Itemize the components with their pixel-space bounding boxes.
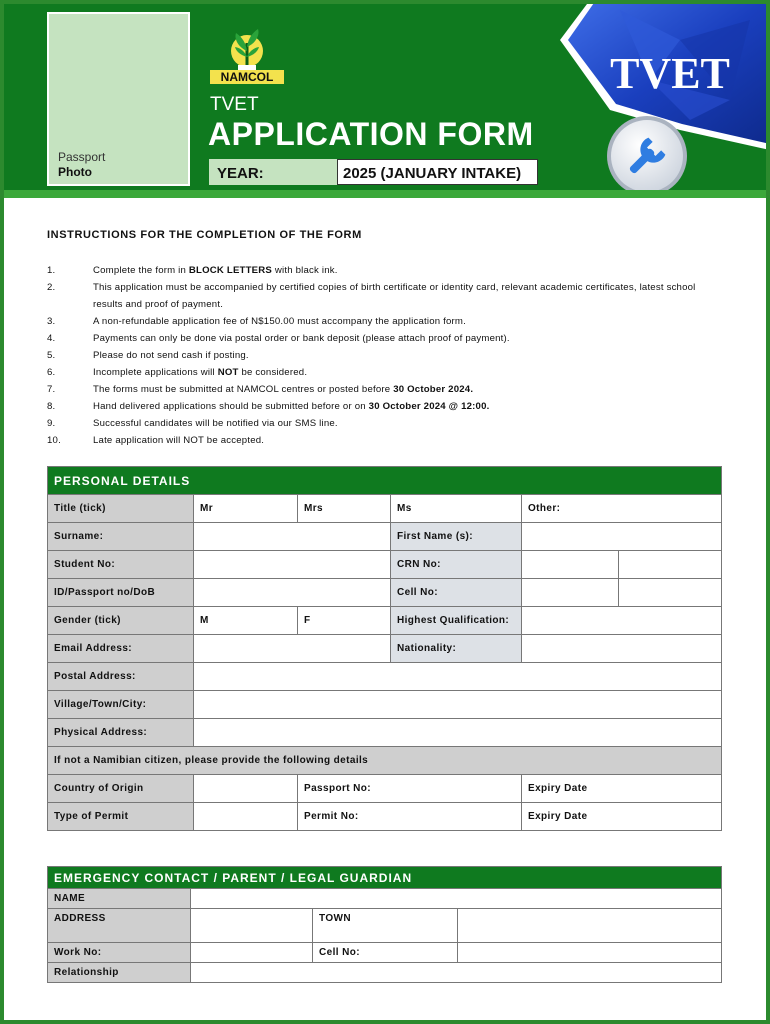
- instruction-number: 6.: [47, 367, 56, 378]
- instruction-item: [47, 279, 727, 313]
- instruction-text-post: be considered.: [238, 367, 308, 378]
- instructions-title: INSTRUCTIONS FOR THE COMPLETION OF THE FORM: [47, 229, 362, 241]
- logo-text: NAMCOL: [210, 70, 284, 84]
- instruction-text: [93, 415, 727, 432]
- nationality-field[interactable]: [522, 635, 722, 663]
- instruction-number: 3.: [47, 316, 56, 327]
- instruction-text: [93, 330, 727, 347]
- surname-field[interactable]: [194, 523, 391, 551]
- emergency-work-no-label: Work No:: [48, 943, 191, 963]
- year-value: 2025 (JANUARY INTAKE): [337, 159, 538, 185]
- type-of-permit-label: Type of Permit: [48, 803, 194, 831]
- instruction-text: [93, 398, 727, 415]
- instruction-text-bold: 30 October 2024.: [393, 384, 474, 395]
- email-label: Email Address:: [48, 635, 194, 663]
- passport-sub-label: Photo: [58, 165, 92, 179]
- instruction-item: [47, 347, 727, 364]
- badge-text: TVET: [610, 49, 730, 98]
- instruction-text-pre: This application must be accompanied by certified copies of birth certificate or identity card, relevant academic certificates, latest school results and proof of payment.: [93, 282, 696, 310]
- emergency-cell-no-field[interactable]: [458, 943, 722, 963]
- personal-details-table: [47, 466, 722, 831]
- first-name-label: First Name (s):: [391, 523, 522, 551]
- tvet-subtitle: TVET: [210, 94, 259, 115]
- emergency-contact-header: EMERGENCY CONTACT / PARENT / LEGAL GUARDIAN: [48, 867, 722, 889]
- instruction-text: [93, 313, 727, 330]
- header-banner: [0, 0, 770, 198]
- title-ms-option[interactable]: Ms: [391, 495, 522, 523]
- instruction-number: 10.: [47, 435, 61, 446]
- year-label: YEAR:: [209, 159, 337, 185]
- instruction-text-pre: Payments can only be done via postal order or bank deposit (please attach proof of payment).: [93, 333, 510, 344]
- emergency-address-label: ADDRESS: [48, 909, 191, 943]
- physical-address-field[interactable]: [194, 719, 722, 747]
- cell-no-label: Cell No:: [391, 579, 522, 607]
- highest-qualification-label: Highest Qualification:: [391, 607, 522, 635]
- cell-no-field-1[interactable]: [522, 579, 619, 607]
- passport-label: Passport: [58, 150, 106, 164]
- gender-label: Gender (tick): [48, 607, 194, 635]
- instruction-text-bold: BLOCK LETTERS: [188, 265, 273, 276]
- tvet-badge: [560, 0, 770, 198]
- email-field[interactable]: [194, 635, 391, 663]
- instruction-text-bold: 30 October 2024 @ 12:00.: [368, 401, 490, 412]
- highest-qualification-field[interactable]: [522, 607, 722, 635]
- emergency-work-no-field[interactable]: [191, 943, 313, 963]
- instruction-text: [93, 279, 727, 313]
- instruction-text-pre: Complete the form in: [93, 265, 189, 276]
- country-of-origin-label: Country of Origin: [48, 775, 194, 803]
- passport-photo-box: [47, 12, 190, 186]
- instruction-text: [93, 347, 727, 364]
- student-no-field[interactable]: [194, 551, 391, 579]
- instruction-number: 7.: [47, 384, 56, 395]
- nationality-label: Nationality:: [391, 635, 522, 663]
- emergency-relationship-label: Relationship: [48, 963, 191, 983]
- instruction-number: 4.: [47, 333, 56, 344]
- instruction-text-pre: Late application will NOT be accepted.: [93, 435, 265, 446]
- instruction-text-bold: NOT: [217, 367, 239, 378]
- student-no-label: Student No:: [48, 551, 194, 579]
- instruction-number: 2.: [47, 282, 56, 293]
- country-of-origin-field[interactable]: [194, 775, 298, 803]
- instruction-item: [47, 330, 727, 347]
- physical-address-label: Physical Address:: [48, 719, 194, 747]
- emergency-address-field[interactable]: [191, 909, 313, 943]
- instruction-number: 1.: [47, 265, 56, 276]
- expiry-date-field-2[interactable]: Expiry Date: [522, 803, 722, 831]
- instruction-text: [93, 381, 727, 398]
- instruction-item: [47, 364, 727, 381]
- expiry-date-field-1[interactable]: Expiry Date: [522, 775, 722, 803]
- instruction-text: [93, 364, 727, 381]
- instruction-number: 5.: [47, 350, 56, 361]
- title-label: Title (tick): [48, 495, 194, 523]
- instruction-text-pre: Please do not send cash if posting.: [93, 350, 249, 361]
- emergency-cell-no-label: Cell No:: [313, 943, 458, 963]
- postal-address-field[interactable]: [194, 663, 722, 691]
- crn-no-label: CRN No:: [391, 551, 522, 579]
- gender-f-option[interactable]: F: [298, 607, 391, 635]
- title-mr-option[interactable]: Mr: [194, 495, 298, 523]
- surname-label: Surname:: [48, 523, 194, 551]
- instruction-item: [47, 415, 727, 432]
- instruction-item: [47, 432, 727, 449]
- postal-address-label: Postal Address:: [48, 663, 194, 691]
- type-of-permit-field[interactable]: [194, 803, 298, 831]
- instruction-text-pre: The forms must be submitted at NAMCOL centres or posted before: [93, 384, 394, 395]
- passport-no-field[interactable]: Passport No:: [298, 775, 522, 803]
- instructions-list: [47, 262, 727, 449]
- crn-no-field-1[interactable]: [522, 551, 619, 579]
- non-namibian-subheader: If not a Namibian citizen, please provide the following details: [48, 747, 722, 775]
- instruction-text-pre: Successful candidates will be notified via our SMS line.: [93, 418, 338, 429]
- emergency-relationship-field[interactable]: [191, 963, 722, 983]
- personal-details-header: PERSONAL DETAILS: [48, 467, 722, 495]
- instruction-item: [47, 313, 727, 330]
- instruction-number: 8.: [47, 401, 56, 412]
- first-name-field[interactable]: [522, 523, 722, 551]
- instruction-text-pre: A non-refundable application fee of N$150.00 must accompany the application form.: [93, 316, 466, 327]
- page-title: APPLICATION FORM: [208, 116, 534, 152]
- header-strip: [0, 190, 770, 198]
- village-field[interactable]: [194, 691, 722, 719]
- emergency-town-field[interactable]: [458, 909, 722, 943]
- instruction-item: [47, 398, 727, 415]
- instruction-text: [93, 432, 727, 449]
- permit-no-field[interactable]: Permit No:: [298, 803, 522, 831]
- instruction-text-pre: Hand delivered applications should be submitted before or on: [93, 401, 369, 412]
- instruction-text-pre: Incomplete applications will: [93, 367, 218, 378]
- gender-m-option[interactable]: M: [194, 607, 298, 635]
- emergency-name-field[interactable]: [191, 889, 722, 909]
- title-other-field[interactable]: Other:: [522, 495, 722, 523]
- title-mrs-option[interactable]: Mrs: [298, 495, 391, 523]
- instruction-text: [93, 262, 727, 279]
- instruction-number: 9.: [47, 418, 56, 429]
- instruction-item: [47, 262, 727, 279]
- village-label: Village/Town/City:: [48, 691, 194, 719]
- emergency-town-label: TOWN: [313, 909, 458, 943]
- crn-no-field-2[interactable]: [619, 551, 722, 579]
- id-passport-field[interactable]: [194, 579, 391, 607]
- instruction-text-post: with black ink.: [272, 265, 338, 276]
- cell-no-field-2[interactable]: [619, 579, 722, 607]
- emergency-contact-table: [47, 866, 722, 983]
- id-passport-label: ID/Passport no/DoB: [48, 579, 194, 607]
- instruction-item: [47, 381, 727, 398]
- emergency-name-label: NAME: [48, 889, 191, 909]
